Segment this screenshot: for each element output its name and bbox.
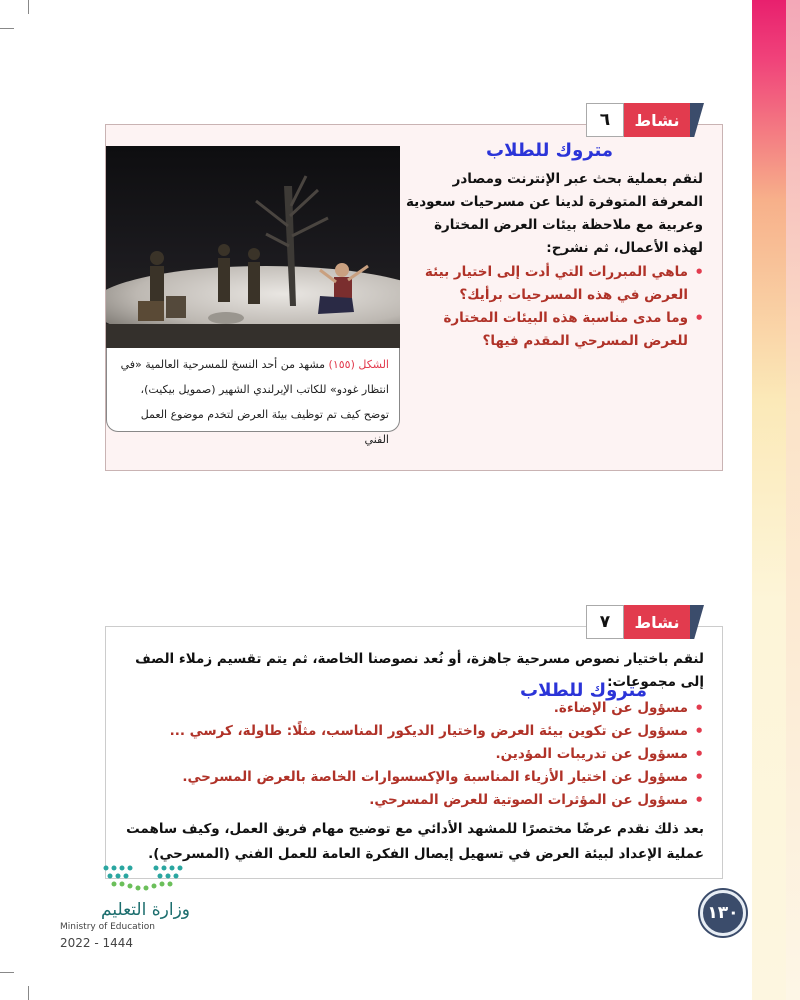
activity-7-note: متروك للطلاب	[520, 680, 648, 701]
activity-6-tab	[586, 103, 704, 137]
list-item: • مسؤول عن اختيار الأزياء المناسبة والإكسسوارات الخاصة بالعرض المسرحي.	[118, 766, 704, 789]
crop-mark	[28, 0, 29, 14]
activity-7-tab	[586, 605, 704, 639]
activity-6-note: متروك للطلاب	[486, 140, 614, 161]
crop-mark	[28, 986, 29, 1000]
page-number: ١٣٠	[707, 903, 739, 923]
activity-7-conclusion: بعد ذلك نقدم عرضًا مختصرًا للمشهد الأدائي مع توضيح مهام فريق العمل، وكيف ساهمت عملية الإعداد لبيئة العرض في تسهيل إيصال الفكرة العامة للعمل الفني (المسرحي).	[126, 821, 704, 862]
activity-6-intro: لنقم بعملية بحث عبر الإنترنت ومصادر المعرفة المتوفرة لدينا عن مسرحيات سعودية وعربية مع ملاحظة بيئات العرض المختارة لهذه الأعمال، ثم نشرح:	[405, 171, 703, 256]
question-item: • وما مدى مناسبة هذه البيئات المختارة للعرض المسرحي المقدم فيها؟	[396, 307, 704, 353]
activity-6-questions	[396, 261, 704, 353]
list-item: • مسؤول عن تكوين بيئة العرض واختيار الديكور المناسب، مثلًا: طاولة، كرسي ...	[118, 720, 704, 743]
figure-caption-label: الشكل (١٥٥)	[328, 358, 389, 371]
question-item: • ماهي المبررات التي أدت إلى اختيار بيئة العرض في هذه المسرحيات برأيك؟	[396, 261, 704, 307]
activity-7-items	[118, 697, 704, 812]
tab-tail-decoration	[690, 605, 704, 639]
list-item: • مسؤول عن المؤثرات الصوتية للعرض المسرحي.	[118, 789, 704, 812]
stage-photo	[106, 146, 400, 350]
list-item: • مسؤول عن تدريبات المؤدين.	[118, 743, 704, 766]
activity-7-label: نشاط	[624, 605, 690, 639]
tab-tail-decoration	[690, 103, 704, 137]
activity-7-intro: لنقم باختيار نصوص مسرحية جاهزة، أو نُعد نصوصنا الخاصة، ثم يتم تقسيم زملاء الصف إلى مجموعات:	[135, 651, 704, 690]
crop-mark	[0, 972, 14, 973]
ministry-name-ar: وزارة التعليم	[101, 900, 190, 920]
list-item: • مسؤول عن الإضاءة.	[118, 697, 704, 720]
edition-year: 2022 - 1444	[60, 936, 134, 950]
activity-7-number: ٧	[586, 605, 624, 639]
figure-caption	[106, 348, 400, 446]
ministry-name-en: Ministry of Education	[60, 922, 155, 932]
page-edge-stripe-inner	[786, 0, 800, 1000]
activity-6-number: ٦	[586, 103, 624, 137]
ministry-logo	[60, 862, 190, 962]
crop-mark	[0, 28, 14, 29]
logo-dots-icon	[100, 862, 190, 894]
page-number-badge	[700, 890, 746, 936]
activity-6-label: نشاط	[624, 103, 690, 137]
figure-caption-text: مشهد من أحد النسخ للمسرحية العالمية «في انتظار غودو» للكاتب الإيرلندي الشهير (صمويل بيكيت)، توضح كيف تم توظيف بيئة العرض لتخدم موضوع العمل الفني	[120, 358, 389, 446]
